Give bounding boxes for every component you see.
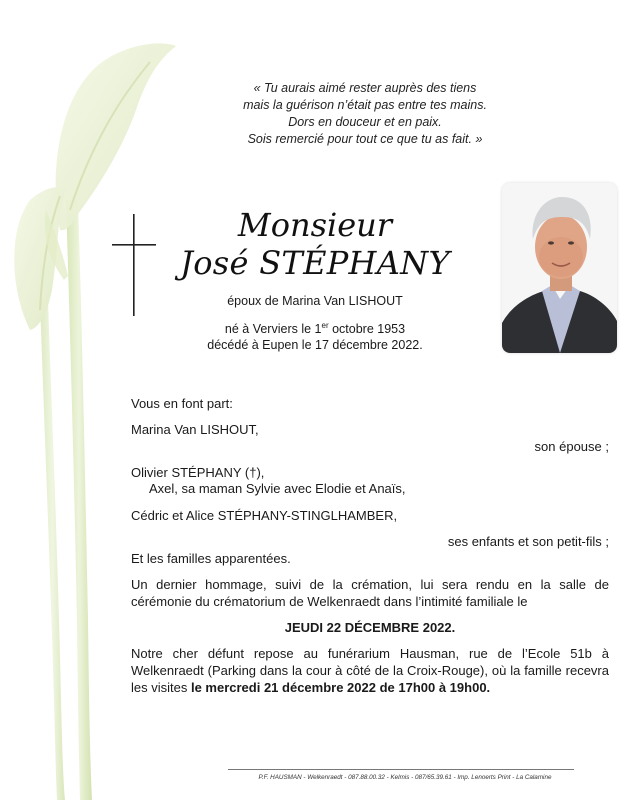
spouse-line: époux de Marina Van LISHOUT [227, 294, 403, 308]
spouse-role: son épouse ; [534, 439, 609, 454]
footer-credits: P.F. HAUSMAN - Welkenraedt - 087.88.00.32 - Kelmis - 087/65.39.61 - Imp. Lenoerts Print - La Calamine [258, 774, 552, 781]
children-role: ses enfants et son petit-fils ; [447, 534, 609, 549]
honorific: Monsieur [237, 206, 393, 244]
intro-line: Vous en font part: [131, 396, 233, 411]
poem-line: « Tu aurais aimé rester auprès des tiens [253, 81, 477, 95]
child-1: Olivier STÉPHANY (†), [131, 465, 265, 480]
spouse-name: Marina Van LISHOUT, [131, 422, 259, 437]
families-line: Et les familles apparentées. [131, 551, 291, 566]
footer-divider [228, 769, 574, 770]
visits-paragraph: Notre cher défunt repose au funérarium Hausman, rue de l’Ecole 51b à Welkenraedt (Parking dans la cour à côté de la Croix-Rouge), où la famille recevra les visites le mercredi 21 décembre 2022 de 17h00 à 19h00. [131, 646, 609, 695]
cross-icon [112, 214, 156, 316]
poem [190, 80, 540, 148]
birth-line: né à Verviers le 1er octobre 1953 [224, 321, 406, 337]
deceased-name-block [160, 206, 470, 353]
death-line: décédé à Eupen le 17 décembre 2022. [207, 338, 423, 353]
child-1-family: Axel, sa maman Sylvie avec Elodie et Anaïs, [149, 481, 406, 496]
portrait-photo [502, 183, 617, 353]
ceremony-paragraph: Un dernier hommage, suivi de la crémation, lui sera rendu en la salle de cérémonie du crématorium de Welkenraedt dans l’intimité familiale le [131, 577, 609, 609]
deceased-name: José STÉPHANY [180, 244, 450, 282]
ceremony-date: JEUDI 22 DÉCEMBRE 2022. [284, 620, 456, 635]
portrait-illustration [502, 183, 617, 353]
poem-line: Sois remercié pour tout ce que tu as fait. » [247, 132, 483, 146]
child-2: Cédric et Alice STÉPHANY-STINGLHAMBER, [131, 508, 398, 523]
poem-line: Dors en douceur et en paix. [288, 115, 442, 129]
poem-line: mais la guérison n’était pas entre tes mains. [243, 98, 487, 112]
life-dates [160, 318, 470, 353]
